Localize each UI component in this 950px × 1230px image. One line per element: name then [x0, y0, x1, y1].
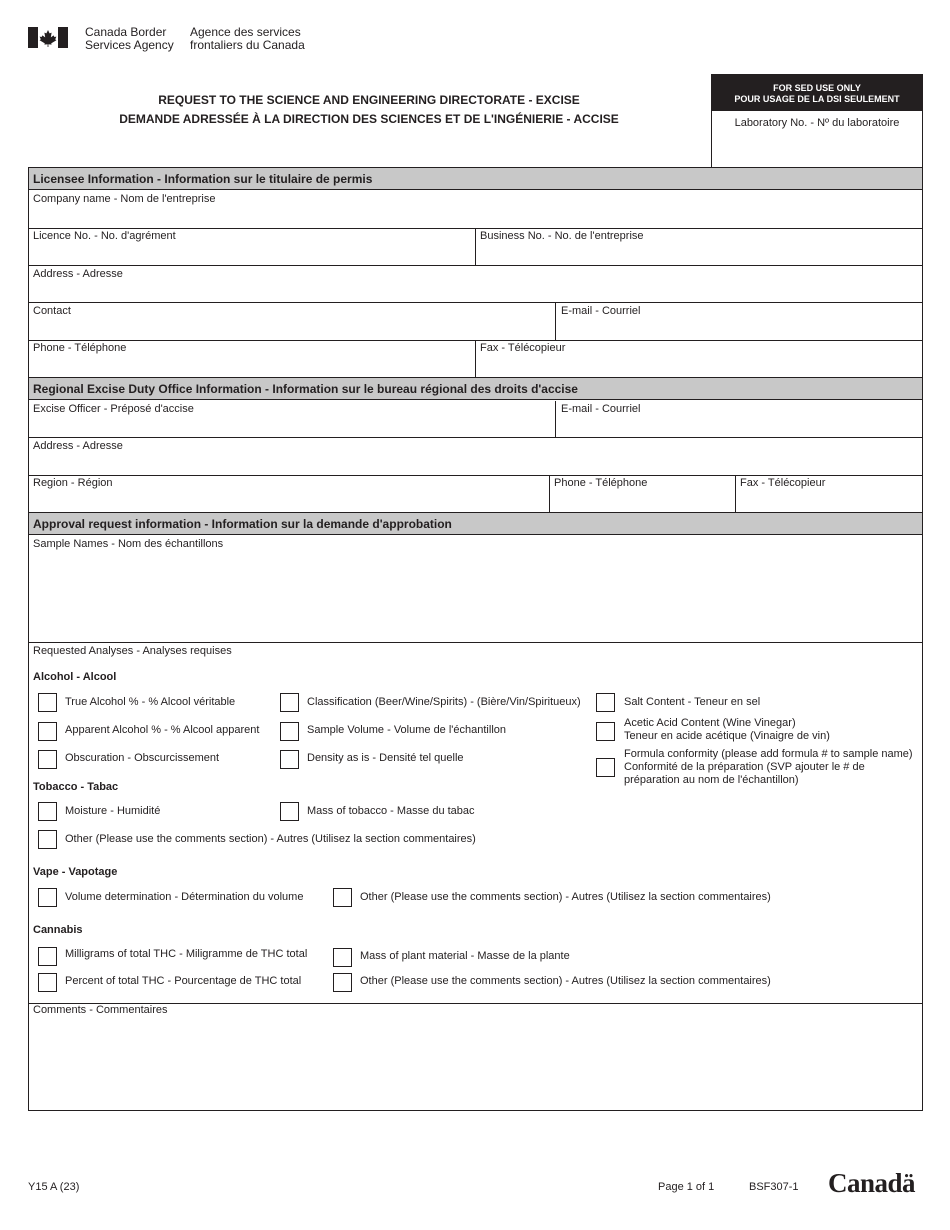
form-code: Y15 A (23) — [28, 1181, 80, 1193]
request-form — [28, 167, 923, 1111]
apparent-alcohol-label: Apparent Alcohol % - % Alcool apparent — [65, 724, 260, 736]
licensee-email-field[interactable] — [556, 303, 922, 340]
tobacco-mass-label: Mass of tobacco - Masse du tabac — [307, 805, 475, 817]
approval-section-header: Approval request information - Information sur la demande d'approbation — [29, 512, 922, 535]
formula-conformity-label-line-3: préparation au nom de l'échantillon) — [624, 774, 799, 786]
apparent-alcohol-checkbox[interactable] — [38, 722, 57, 741]
regional-fax-field[interactable] — [736, 476, 922, 512]
comments-input[interactable] — [29, 1019, 922, 1109]
acetic-acid-label-line-2: Teneur en acide acétique (Vinaigre de vin) — [624, 730, 830, 742]
tobacco-other-checkbox[interactable] — [38, 830, 57, 849]
business-number-label: Business No. - No. de l'entreprise — [480, 230, 644, 242]
vape-other-checkbox[interactable] — [333, 888, 352, 907]
regional-address-label: Address - Adresse — [33, 440, 123, 452]
contact-label: Contact — [33, 305, 71, 317]
plant-mass-checkbox[interactable] — [333, 948, 352, 967]
agency-name-fr-line-2: frontaliers du Canada — [190, 37, 305, 52]
thc-percent-checkbox[interactable] — [38, 973, 57, 992]
sample-names-label: Sample Names - Nom des échantillons — [33, 538, 224, 550]
true-alcohol-label: True Alcohol % - % Alcool véritable — [65, 696, 236, 708]
laboratory-number-label: Laboratory No. - Nº du laboratoire — [734, 117, 900, 129]
vape-other-label: Other (Please use the comments section) - Autres (Utilisez la section commentaires) — [360, 891, 771, 903]
region-field[interactable] — [29, 476, 549, 512]
sample-volume-checkbox[interactable] — [280, 722, 299, 741]
licensee-address-label: Address - Adresse — [33, 268, 123, 280]
regional-address-field[interactable] — [29, 438, 922, 475]
licensee-fax-field[interactable] — [476, 341, 922, 377]
moisture-label: Moisture - Humidité — [65, 805, 161, 817]
sed-use-only-header — [712, 75, 922, 111]
salt-content-label: Salt Content - Teneur en sel — [624, 696, 761, 708]
sed-header-line-2: POUR USAGE DE LA DSI SEULEMENT — [734, 94, 900, 104]
sed-use-only-box — [711, 74, 923, 168]
formula-conformity-checkbox[interactable] — [596, 758, 615, 777]
company-name-field[interactable] — [29, 191, 922, 228]
moisture-checkbox[interactable] — [38, 802, 57, 821]
canada-wordmark: Canadä — [828, 1168, 916, 1198]
plant-mass-label: Mass of plant material - Masse de la plante — [360, 950, 570, 962]
excise-officer-field[interactable] — [29, 401, 555, 437]
agency-name-en-line-1: Canada Border — [85, 25, 167, 39]
sed-header-line-1: FOR SED USE ONLY — [773, 83, 861, 93]
divider — [29, 642, 922, 643]
classification-checkbox[interactable] — [280, 693, 299, 712]
obscuration-label: Obscuration - Obscurcissement — [65, 752, 220, 764]
obscuration-checkbox[interactable] — [38, 750, 57, 769]
agency-name-en-line-2: Services Agency — [85, 37, 174, 52]
form-title-en: REQUEST TO THE SCIENCE AND ENGINEERING DIRECTORATE - EXCISE — [158, 93, 580, 107]
page-indicator: Page 1 of 1 — [658, 1181, 715, 1193]
regional-email-field[interactable] — [556, 401, 922, 437]
comments-label: Comments - Commentaires — [33, 1004, 168, 1016]
excise-officer-label: Excise Officer - Préposé d'accise — [33, 403, 194, 415]
thc-milligrams-label: Milligrams of total THC - Miligramme de THC total — [65, 948, 308, 960]
licence-number-field[interactable] — [29, 229, 475, 266]
licensee-phone-field[interactable] — [29, 341, 475, 377]
density-label: Density as is - Densité tel quelle — [307, 752, 464, 764]
regional-fax-label: Fax - Télécopieur — [740, 477, 826, 489]
business-number-field[interactable] — [476, 229, 922, 266]
regional-phone-field[interactable] — [550, 476, 735, 512]
cannabis-heading: Cannabis — [33, 924, 83, 936]
region-label: Region - Région — [33, 477, 113, 489]
agency-name-en — [85, 26, 174, 51]
classification-label: Classification (Beer/Wine/Spirits) - (Bière/Vin/Spiritueux) — [307, 696, 581, 708]
form-number: BSF307-1 — [749, 1181, 799, 1193]
sample-volume-label: Sample Volume - Volume de l'échantillon — [307, 724, 506, 736]
contact-field[interactable] — [29, 303, 555, 340]
tobacco-mass-checkbox[interactable] — [280, 802, 299, 821]
licensee-address-field[interactable] — [29, 266, 922, 303]
acetic-acid-label — [624, 717, 830, 743]
acetic-acid-label-line-1: Acetic Acid Content (Wine Vinegar) — [624, 717, 796, 729]
formula-conformity-label-line-2: Conformité de la préparation (SVP ajouter le # de — [624, 761, 865, 773]
canada-flag-icon — [28, 27, 68, 48]
tobacco-heading: Tobacco - Tabac — [33, 781, 119, 793]
form-title-fr: DEMANDE ADRESSÉE À LA DIRECTION DES SCIENCES ET DE L'INGÉNIERIE - ACCISE — [119, 112, 619, 126]
regional-email-label: E-mail - Courriel — [561, 403, 641, 415]
true-alcohol-checkbox[interactable] — [38, 693, 57, 712]
regional-phone-label: Phone - Téléphone — [554, 477, 648, 489]
regional-office-section-header: Regional Excise Duty Office Information - Information sur le bureau régional des droits d'accise — [29, 377, 922, 400]
thc-percent-label: Percent of total THC - Pourcentage de THC total — [65, 975, 302, 987]
licensee-fax-label: Fax - Télécopieur — [480, 342, 566, 354]
cannabis-other-label: Other (Please use the comments section) - Autres (Utilisez la section commentaires) — [360, 975, 771, 987]
agency-name-fr-line-1: Agence des services — [190, 25, 301, 39]
requested-analyses-label: Requested Analyses - Analyses requises — [33, 645, 232, 657]
company-name-label: Company name - Nom de l'entreprise — [33, 193, 216, 205]
licence-number-label: Licence No. - No. d'agrément — [33, 230, 176, 242]
licensee-phone-label: Phone - Téléphone — [33, 342, 127, 354]
formula-conformity-label — [624, 748, 913, 787]
licensee-email-label: E-mail - Courriel — [561, 305, 641, 317]
salt-content-checkbox[interactable] — [596, 693, 615, 712]
volume-determination-checkbox[interactable] — [38, 888, 57, 907]
acetic-acid-checkbox[interactable] — [596, 722, 615, 741]
sample-names-input[interactable] — [29, 552, 922, 641]
formula-conformity-label-line-1: Formula conformity (please add formula # to sample name) — [624, 748, 913, 760]
agency-name-fr — [190, 26, 305, 51]
density-checkbox[interactable] — [280, 750, 299, 769]
alcohol-heading: Alcohol - Alcool — [33, 671, 117, 683]
cannabis-other-checkbox[interactable] — [333, 973, 352, 992]
tobacco-other-label: Other (Please use the comments section) - Autres (Utilisez la section commentaires) — [65, 833, 476, 845]
thc-milligrams-checkbox[interactable] — [38, 947, 57, 966]
vape-heading: Vape - Vapotage — [33, 866, 118, 878]
licensee-section-header: Licensee Information - Information sur le titulaire de permis — [29, 167, 922, 190]
volume-determination-label: Volume determination - Détermination du volume — [65, 891, 304, 903]
